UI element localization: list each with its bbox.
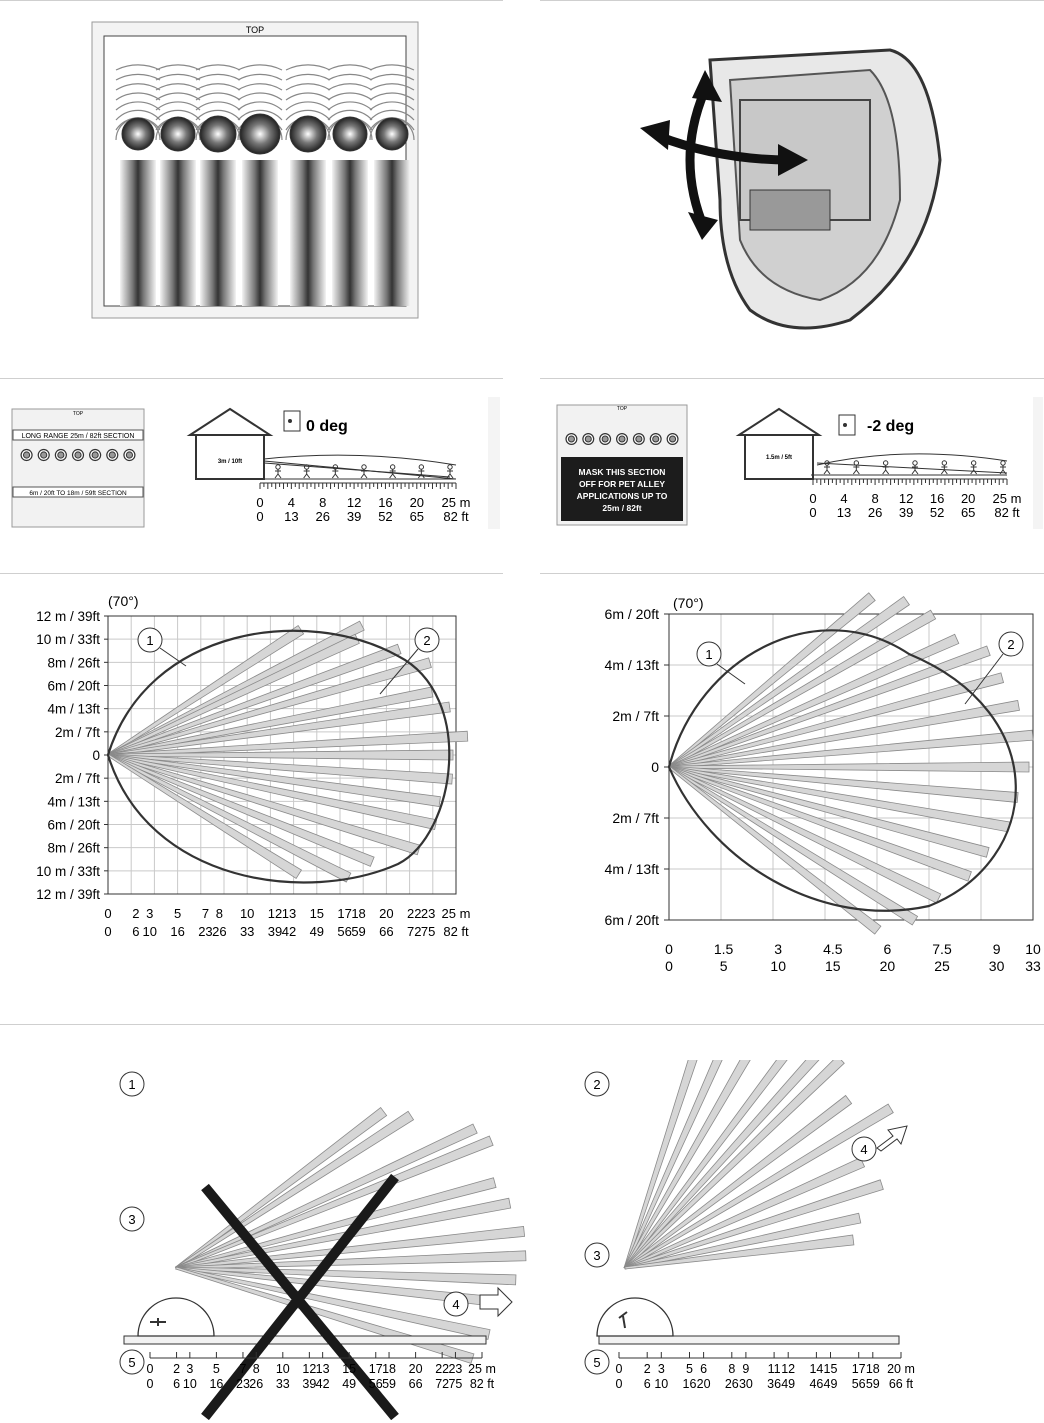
axis-tick-label-ft: 0	[809, 505, 817, 520]
y-axis-label: 2m / 7ft	[54, 724, 100, 740]
x-axis-label-ft: 15	[825, 958, 841, 974]
x-axis-label-m: 20	[408, 1362, 423, 1376]
x-axis-label-m: 3	[146, 906, 154, 921]
x-axis-label-m: 5	[212, 1362, 220, 1376]
axis-tick-label-ft: 65	[409, 509, 425, 524]
y-axis-label: 8m / 26ft	[47, 840, 100, 856]
x-axis-label-m: 6	[883, 941, 892, 957]
height-label: 3m / 10ft	[217, 459, 243, 465]
divider	[0, 573, 503, 574]
x-axis-label-m: 22	[407, 906, 422, 921]
divider	[540, 378, 1044, 379]
x-axis-label-m: 10	[275, 1362, 290, 1376]
axis-tick-label-m: 4	[840, 491, 848, 506]
axis-tick-label-ft: 13	[284, 509, 299, 524]
x-axis-label-m: 18	[865, 1362, 880, 1376]
coverage-10m-chart	[545, 590, 1044, 980]
person-icon	[390, 465, 394, 469]
x-axis-label-m: 7	[239, 1362, 247, 1376]
floor	[124, 1336, 486, 1344]
direction-arrow-icon	[877, 1126, 907, 1151]
x-axis-label-ft: 33	[1025, 958, 1041, 974]
side-view-correct	[575, 1060, 1035, 1420]
lens-element	[290, 116, 326, 152]
y-axis-label: 2m / 7ft	[54, 771, 100, 787]
y-axis-label: 12 m / 39ft	[36, 609, 100, 624]
divider	[540, 0, 1044, 1]
x-axis-label-ft: 20	[696, 1377, 711, 1391]
person-icon	[362, 465, 366, 469]
x-axis-label-m: 2	[132, 906, 140, 921]
svg-text:1: 1	[705, 647, 713, 662]
x-axis-label-ft: 36	[767, 1377, 782, 1391]
detector-illustration	[630, 40, 950, 340]
x-axis-label-ft: 49	[309, 924, 325, 939]
x-axis-label-m: 25 m	[468, 1362, 496, 1376]
x-axis-label-ft: 16	[170, 924, 185, 939]
detection-beam	[668, 597, 909, 768]
direction-arrow-icon	[480, 1288, 512, 1316]
lens-element	[161, 117, 195, 151]
x-axis-label-m: 7.5	[932, 941, 952, 957]
lens-stripe	[332, 160, 368, 306]
x-axis-label-ft: 59	[382, 1377, 396, 1391]
short-range-label: 6m / 20ft TO 18m / 59ft SECTION	[29, 490, 127, 497]
svg-text:3: 3	[128, 1212, 136, 1227]
x-axis-label-m: 2	[173, 1362, 181, 1376]
x-axis-label-ft: 10	[142, 924, 157, 939]
x-axis-label-ft: 33	[239, 924, 255, 939]
x-axis-label-m: 0	[615, 1362, 623, 1376]
x-axis-label-m: 4.5	[823, 941, 843, 957]
divider	[0, 378, 503, 379]
axis-tick-label-ft: 52	[378, 509, 393, 524]
x-axis-label-ft: 10	[182, 1377, 197, 1391]
y-axis-label: 0	[92, 748, 100, 763]
lens-stripe	[200, 160, 236, 306]
x-axis-label-m: 5	[686, 1362, 693, 1376]
height-label: 1.5m / 5ft	[765, 455, 793, 461]
x-axis-label-ft: 6	[173, 1377, 181, 1391]
axis-tick-label-ft: 82 ft	[994, 505, 1020, 520]
x-axis-label-m: 23	[420, 906, 436, 921]
x-axis-label-m: 17	[337, 906, 352, 921]
axis-tick-label-m: 16	[378, 495, 393, 510]
x-axis-label-ft: 59	[865, 1377, 880, 1391]
coverage-25m-chart	[0, 590, 500, 950]
x-axis-label-ft: 33	[275, 1377, 290, 1391]
x-axis-label-m: 18	[382, 1362, 396, 1376]
x-axis-label-m: 8	[215, 906, 223, 921]
lens-element	[376, 118, 408, 150]
x-axis-label-ft: 20	[879, 958, 896, 974]
x-axis-label-ft: 66	[379, 924, 394, 939]
x-axis-label-m: 0	[104, 906, 112, 921]
lens-stripe	[120, 160, 156, 306]
x-axis-label-m: 12	[267, 906, 283, 921]
person-icon	[913, 461, 917, 465]
x-axis-label-ft: 0	[104, 924, 112, 939]
lens-top-label: TOP	[245, 25, 265, 35]
x-axis-label-ft: 46	[809, 1377, 824, 1391]
axis-tick-label-m: 8	[319, 495, 327, 510]
axis-tick-label-m: 12	[346, 495, 362, 510]
axis-tick-label-ft: 26	[867, 505, 883, 520]
x-axis-label-ft: 59	[351, 924, 366, 939]
x-axis-label-ft: 26	[212, 924, 227, 939]
x-axis-label-ft: 72	[435, 1377, 450, 1391]
y-axis-label: 2m / 7ft	[612, 810, 659, 826]
svg-text:4: 4	[452, 1297, 460, 1312]
x-axis-label-m: 18	[351, 906, 366, 921]
lens-pattern-figure	[90, 20, 420, 320]
x-axis-label-ft: 49	[823, 1377, 838, 1391]
x-axis-label-ft: 0	[665, 958, 673, 974]
axis-tick-label-ft: 13	[836, 505, 852, 520]
x-axis-label-ft: 10	[654, 1377, 669, 1391]
x-axis-label-m: 9	[992, 941, 1001, 957]
x-axis-label-m: 25 m	[441, 906, 471, 921]
x-axis-label-ft: 75	[420, 924, 436, 939]
x-axis-label-m: 17	[851, 1362, 866, 1376]
x-axis-label-m: 11	[767, 1362, 781, 1376]
axis-tick-label-m: 8	[871, 491, 879, 506]
x-axis-label-ft: 23	[236, 1377, 250, 1391]
axis-tick-label-m: 16	[929, 491, 945, 506]
y-axis-label: 0	[651, 759, 659, 775]
x-axis-label-ft: 42	[281, 924, 297, 939]
y-axis-label: 4m / 13ft	[604, 861, 659, 877]
lens-stripe	[242, 160, 278, 306]
y-axis-label: 4m / 13ft	[47, 794, 100, 810]
axis-tick-label-ft: 52	[929, 505, 945, 520]
x-axis-label-m: 3	[657, 1362, 665, 1376]
axis-tick-label-m: 0	[809, 491, 817, 506]
x-axis-label-ft: 25	[934, 958, 950, 974]
x-axis-label-ft: 82 ft	[443, 924, 469, 939]
x-axis-label-m: 0	[146, 1362, 154, 1376]
axis-tick-label-ft: 26	[315, 509, 330, 524]
x-axis-label-ft: 30	[738, 1377, 753, 1391]
angle-label: (70°)	[108, 593, 139, 609]
axis-tick-label-m: 20	[409, 495, 425, 510]
x-axis-label-ft: 56	[337, 924, 352, 939]
svg-text:5: 5	[593, 1355, 601, 1370]
lens-element	[333, 117, 367, 151]
x-axis-label-m: 6	[700, 1362, 708, 1376]
x-axis-label-ft: 6	[643, 1377, 651, 1391]
axis-tick-label-m: 4	[287, 495, 295, 510]
x-axis-label-ft: 82 ft	[469, 1377, 495, 1391]
x-axis-label-ft: 56	[368, 1377, 383, 1391]
x-axis-label-m: 15	[823, 1362, 838, 1376]
floor	[599, 1336, 899, 1344]
x-axis-label-ft: 75	[448, 1377, 463, 1391]
x-axis-label-ft: 0	[146, 1377, 154, 1391]
x-axis-label-m: 14	[809, 1362, 824, 1376]
y-axis-label: 6m / 20ft	[47, 678, 100, 694]
axis-tick-label-ft: 39	[898, 505, 914, 520]
lens-top-label: TOP	[616, 406, 628, 412]
long-range-label: LONG RANGE 25m / 82ft SECTION	[21, 433, 135, 440]
detector-housing	[138, 1298, 214, 1336]
x-axis-label-ft: 26	[724, 1377, 739, 1391]
x-axis-label-m: 20 m	[887, 1362, 915, 1376]
x-axis-label-ft: 39	[267, 924, 283, 939]
axis-tick-label-m: 25 m	[992, 491, 1022, 506]
axis-tick-label-m: 0	[256, 495, 264, 510]
angle-label: -2 deg	[867, 418, 915, 435]
x-axis-label-m: 3	[186, 1362, 194, 1376]
mount-minus2deg-figure	[555, 395, 1044, 535]
x-axis-label-ft: 66	[408, 1377, 423, 1391]
x-axis-label-ft: 42	[315, 1377, 330, 1391]
x-axis-label-m: 5	[173, 906, 182, 921]
divider	[540, 573, 1044, 574]
detector-housing	[597, 1298, 673, 1336]
lens-element	[240, 114, 280, 154]
detection-beam	[668, 766, 881, 934]
x-axis-label-ft: 26	[249, 1377, 264, 1391]
mask-label-line: MASK THIS SECTION	[578, 467, 666, 477]
angle-label: (70°)	[673, 595, 704, 611]
lens-element	[122, 118, 154, 150]
x-axis-label-ft: 23	[198, 924, 213, 939]
x-axis-label-m: 3	[774, 941, 783, 957]
x-axis-label-m: 8	[728, 1362, 736, 1376]
person-icon	[448, 465, 452, 469]
x-axis-label-m: 12	[781, 1362, 796, 1376]
x-axis-label-m: 17	[368, 1362, 383, 1376]
y-axis-label: 12 m / 39ft	[36, 887, 100, 902]
y-axis-label: 10 m / 33ft	[36, 632, 100, 648]
axis-tick-label-ft: 82 ft	[443, 509, 469, 524]
lens-stripe	[160, 160, 196, 306]
x-axis-label-ft: 56	[851, 1377, 866, 1391]
angle-label: 0 deg	[306, 418, 348, 435]
divider	[0, 1024, 1044, 1025]
x-axis-label-m: 13	[281, 906, 297, 921]
side-view-incorrect	[110, 1060, 530, 1420]
svg-text:5: 5	[128, 1355, 136, 1370]
x-axis-label-ft: 5	[719, 958, 728, 974]
axis-tick-label-m: 25 m	[441, 495, 471, 510]
x-axis-label-m: 2	[643, 1362, 651, 1376]
person-icon	[883, 461, 887, 465]
y-axis-label: 6m / 20ft	[47, 817, 100, 833]
y-axis-label: 10 m / 33ft	[36, 863, 100, 879]
x-axis-label-ft: 66 ft	[888, 1377, 914, 1391]
svg-text:2: 2	[423, 633, 431, 648]
person-icon	[854, 461, 858, 465]
person-icon	[276, 465, 280, 469]
person-icon	[1001, 461, 1005, 465]
svg-text:2: 2	[1007, 637, 1015, 652]
axis-tick-label-ft: 65	[960, 505, 976, 520]
x-axis-label-m: 20	[379, 906, 394, 921]
y-axis-label: 4m / 13ft	[604, 657, 659, 673]
x-axis-label-m: 9	[742, 1362, 750, 1376]
mask-label-line: OFF FOR PET ALLEY	[578, 479, 666, 489]
x-axis-label-ft: 72	[407, 924, 422, 939]
detection-beam	[107, 754, 301, 878]
axis-tick-label-m: 12	[898, 491, 914, 506]
person-icon	[419, 465, 423, 469]
svg-text:2: 2	[593, 1077, 601, 1092]
x-axis-label-ft: 6	[132, 924, 140, 939]
x-axis-label-m: 7	[201, 906, 210, 921]
svg-text:3: 3	[593, 1248, 601, 1263]
x-axis-label-m: 1.5	[713, 941, 734, 957]
y-axis-label: 2m / 7ft	[612, 708, 659, 724]
x-axis-label-ft: 30	[988, 958, 1005, 974]
axis-tick-label-ft: 0	[256, 509, 264, 524]
x-axis-label-m: 12	[302, 1362, 317, 1376]
x-axis-label-ft: 39	[302, 1377, 317, 1391]
x-axis-label-m: 23	[448, 1362, 463, 1376]
svg-text:1: 1	[128, 1077, 136, 1092]
x-axis-label-m: 15	[309, 906, 325, 921]
lens-element	[200, 116, 236, 152]
y-axis-label: 4m / 13ft	[47, 701, 100, 717]
mask-label-line: 25m / 82ft	[602, 503, 642, 513]
x-axis-label-ft: 10	[770, 958, 786, 974]
lens-stripe	[374, 160, 410, 306]
x-axis-label-ft: 16	[682, 1377, 697, 1391]
lens-top-label: TOP	[72, 411, 84, 417]
svg-text:4: 4	[860, 1142, 868, 1157]
mount-0deg-figure	[10, 395, 500, 535]
x-axis-label-m: 0	[665, 941, 673, 957]
x-axis-label-m: 8	[252, 1362, 260, 1376]
mask-label-line: APPLICATIONS UP TO	[576, 491, 668, 501]
x-axis-label-ft: 49	[781, 1377, 796, 1391]
axis-tick-label-ft: 39	[346, 509, 362, 524]
x-axis-label-ft: 16	[209, 1377, 224, 1391]
person-icon	[971, 461, 975, 465]
x-axis-label-ft: 49	[342, 1377, 357, 1391]
y-axis-label: 8m / 26ft	[47, 655, 100, 671]
x-axis-label-ft: 0	[615, 1377, 623, 1391]
x-axis-label-m: 15	[342, 1362, 357, 1376]
axis-tick-label-m: 20	[960, 491, 976, 506]
y-axis-label: 6m / 20ft	[604, 912, 659, 928]
x-axis-label-m: 22	[435, 1362, 450, 1376]
lens-stripe	[290, 160, 326, 306]
x-axis-label-m: 10	[1025, 941, 1041, 957]
x-axis-label-m: 10	[239, 906, 255, 921]
person-icon	[942, 461, 946, 465]
divider	[0, 0, 503, 1]
y-axis-label: 6m / 20ft	[604, 606, 659, 622]
x-axis-label-m: 13	[315, 1362, 330, 1376]
svg-text:1: 1	[146, 633, 154, 648]
